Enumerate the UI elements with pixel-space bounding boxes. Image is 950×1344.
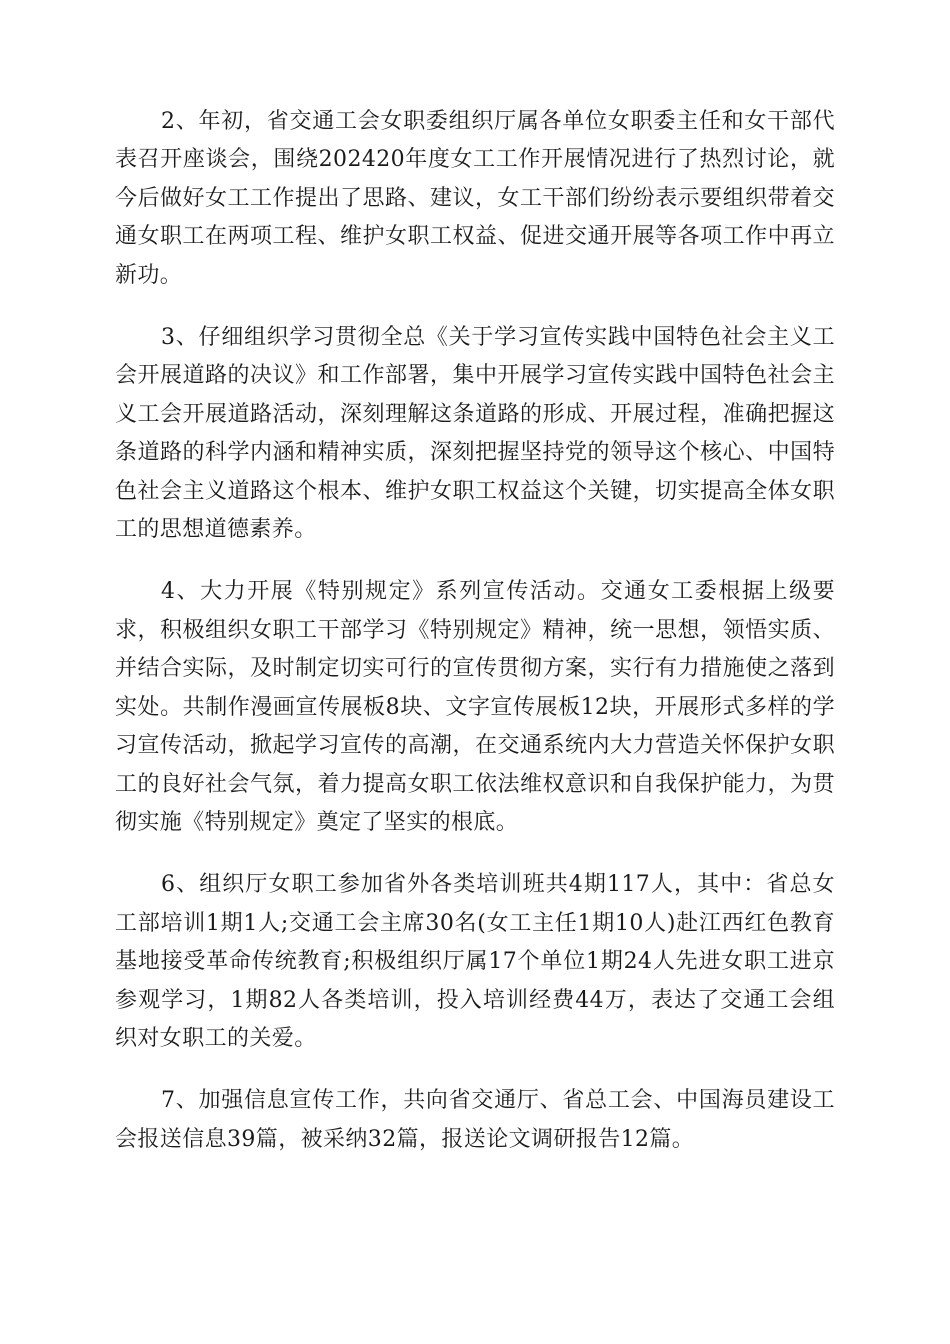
- paragraph-item-3: 3、仔细组织学习贯彻全总《关于学习宣传实践中国特色社会主义工会开展道路的决议》和工作部署，集中开展学习宣传实践中国特色社会主义工会开展道路活动，深刻理解这条道路的形成、开展过程，准确把握这条道路的科学内涵和精神实质，深刻把握坚持党的领导这个核心、中国特色社会主义道路这个根本、维护女职工权益这个关键，切实提高全体女职工的思想道德素养。: [115, 325, 835, 543]
- paragraph-item-7: 7、加强信息宣传工作，共向省交通厅、省总工会、中国海员建设工会报送信息39篇，被采纳32篇，报送论文调研报告12篇。: [115, 1088, 835, 1152]
- paragraph-item-4: 4、大力开展《特别规定》系列宣传活动。交通女工委根据上级要求，积极组织女职工干部学习《特别规定》精神，统一思想，领悟实质、并结合实际，及时制定切实可行的宣传贯彻方案，实行有力措施使之落到实处。共制作漫画宣传展板8块、文字宣传展板12块，开展形式多样的学习宣传活动，掀起学习宣传的高潮，在交通系统内大力营造关怀保护女职工的良好社会气氛，着力提高女职工依法维权意识和自我保护能力，为贯彻实施《特别规定》奠定了坚实的根底。: [115, 579, 835, 835]
- paragraph-item-2: 2、年初，省交通工会女职委组织厅属各单位女职委主任和女干部代表召开座谈会，围绕202420年度女工工作开展情况进行了热烈讨论，就今后做好女工工作提出了思路、建议，女工干部们纷纷表示要组织带着交通女职工在两项工程、维护女职工权益、促进交通开展等各项工作中再立新功。: [115, 109, 835, 288]
- paragraph-item-6: 6、组织厅女职工参加省外各类培训班共4期117人，其中：省总女工部培训1期1人;交通工会主席30名(女工主任1期10人)赴江西红色教育基地接受革命传统教育;积极组织厅属17个单位1期24人先进女职工进京参观学习，1期82人各类培训，投入培训经费44万，表达了交通工会组织对女职工的关爱。: [115, 872, 835, 1051]
- document-body: [115, 103, 835, 1183]
